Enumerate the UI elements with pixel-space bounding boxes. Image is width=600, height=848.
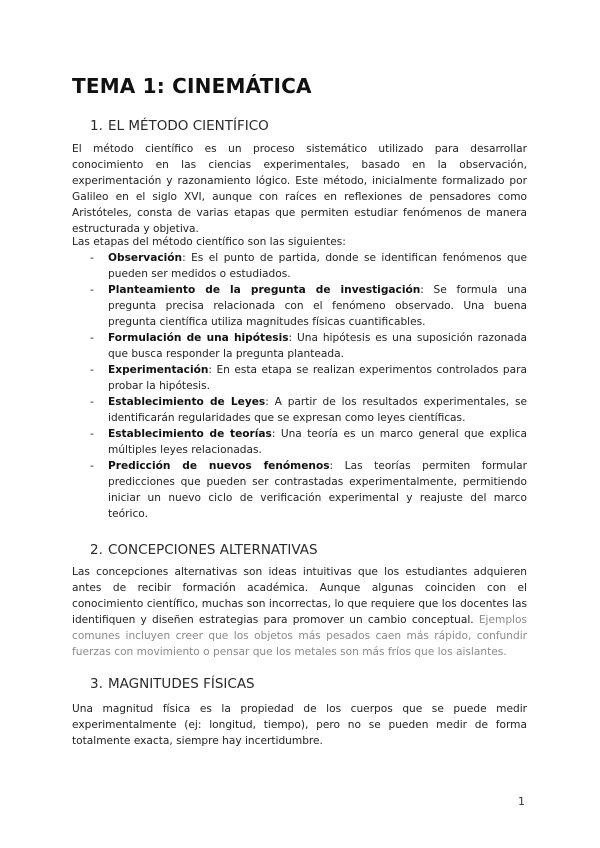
section-heading-magnitudes bbox=[90, 676, 255, 692]
paragraph-stages-intro: Las etapas del método científico son las siguientes: bbox=[72, 236, 346, 248]
stage-text: : Es el punto de partida, donde se identifican fenómenos que pueden ser medidos o estudiados. bbox=[108, 252, 527, 280]
bullet-dash: - bbox=[90, 252, 94, 264]
bullet-dash: - bbox=[90, 364, 94, 376]
stage-term: Formulación de una hipótesis bbox=[108, 332, 289, 344]
stage-text: : En esta etapa se realizan experimentos controlados para probar la hipótesis. bbox=[108, 364, 527, 392]
list-item bbox=[72, 394, 527, 426]
section-title: EL MÉTODO CIENTÍFICO bbox=[108, 118, 269, 134]
page-number: 1 bbox=[518, 795, 525, 808]
section-heading-metodo bbox=[90, 118, 269, 134]
paragraph-body: Las concepciones alternativas son ideas intuitivas que los estudiantes adquieren antes de recibir formación académica. Aunque algunas coinciden con el conocimiento científico, muchas son incorrectas, lo que requiere que los docentes las identifiquen y diseñen estrategias para promover un cambio conceptual. bbox=[72, 566, 527, 626]
list-item bbox=[72, 362, 527, 394]
paragraph-examples: Ejemplos comunes incluyen creer que los objetos más pesados caen más rápido, confundir fuerzas con movimiento o pensar que los metales son más fríos que los aislantes. bbox=[72, 614, 527, 658]
list-item bbox=[72, 282, 527, 330]
bullet-dash: - bbox=[90, 428, 94, 440]
section-heading-concepciones bbox=[90, 542, 318, 558]
section-title: CONCEPCIONES ALTERNATIVAS bbox=[108, 542, 318, 558]
page-title: TEMA 1: CINEMÁTICA bbox=[72, 74, 312, 98]
bullet-dash: - bbox=[90, 284, 94, 296]
stage-text: : Se formula una pregunta precisa relacionada con el fenómeno observado. Una buena pregunta científica utiliza magnitudes físicas cuantificables. bbox=[108, 284, 527, 328]
stage-term: Establecimiento de Leyes bbox=[108, 396, 266, 408]
bullet-dash: - bbox=[90, 460, 94, 472]
stage-text: : Las teorías permiten formular predicciones que pueden ser contrastadas experimentalmente, permitiendo iniciar un nuevo ciclo de verificación experimental y reajuste del marco teórico. bbox=[108, 460, 528, 520]
section-title: MAGNITUDES FÍSICAS bbox=[108, 676, 255, 692]
paragraph-magnitudes: Una magnitud física es la propiedad de los cuerpos que se puede medir experimentalmente (ej: longitud, tiempo), pero no se pueden medir de forma totalmente exacta, siempre hay incertidumbre. bbox=[72, 703, 527, 747]
section-number: 3. bbox=[90, 676, 103, 692]
stage-term: Experimentación bbox=[108, 364, 209, 376]
stage-term: Establecimiento de teorías bbox=[108, 428, 272, 440]
stage-term: Observación bbox=[108, 252, 183, 264]
section-number: 2. bbox=[90, 542, 103, 558]
stage-term: Planteamiento de la pregunta de investigación bbox=[108, 284, 421, 296]
stage-text: : Una teoría es un marco general que explica múltiples leyes relacionadas. bbox=[108, 428, 527, 456]
paragraph-concepciones bbox=[72, 564, 527, 660]
list-item bbox=[72, 458, 527, 522]
stage-text: : Una hipótesis es una suposición razonada que busca responder la pregunta planteada. bbox=[108, 332, 527, 360]
stages-list bbox=[72, 250, 527, 522]
list-item bbox=[72, 250, 527, 282]
list-item bbox=[72, 426, 527, 458]
paragraph-metodo-intro: El método científico es un proceso sistemático utilizado para desarrollar conocimiento en las ciencias experimentales, basado en la observación, experimentación y razonamiento lógico. Este método, inicialmente formalizado por Galileo en el siglo XVI, aunque con raíces en reflexiones de pensadores como Aristóteles, consta de varias etapas que permiten estudiar fenómenos de manera estructurada y objetiva. bbox=[72, 143, 527, 235]
stage-term: Predicción de nuevos fenómenos bbox=[108, 460, 330, 472]
list-item bbox=[72, 330, 527, 362]
bullet-dash: - bbox=[90, 332, 94, 344]
stage-text: : A partir de los resultados experimentales, se identificarán regularidades que se expresan como leyes científicas. bbox=[108, 396, 527, 424]
bullet-dash: - bbox=[90, 396, 94, 408]
section-number: 1. bbox=[90, 118, 103, 134]
